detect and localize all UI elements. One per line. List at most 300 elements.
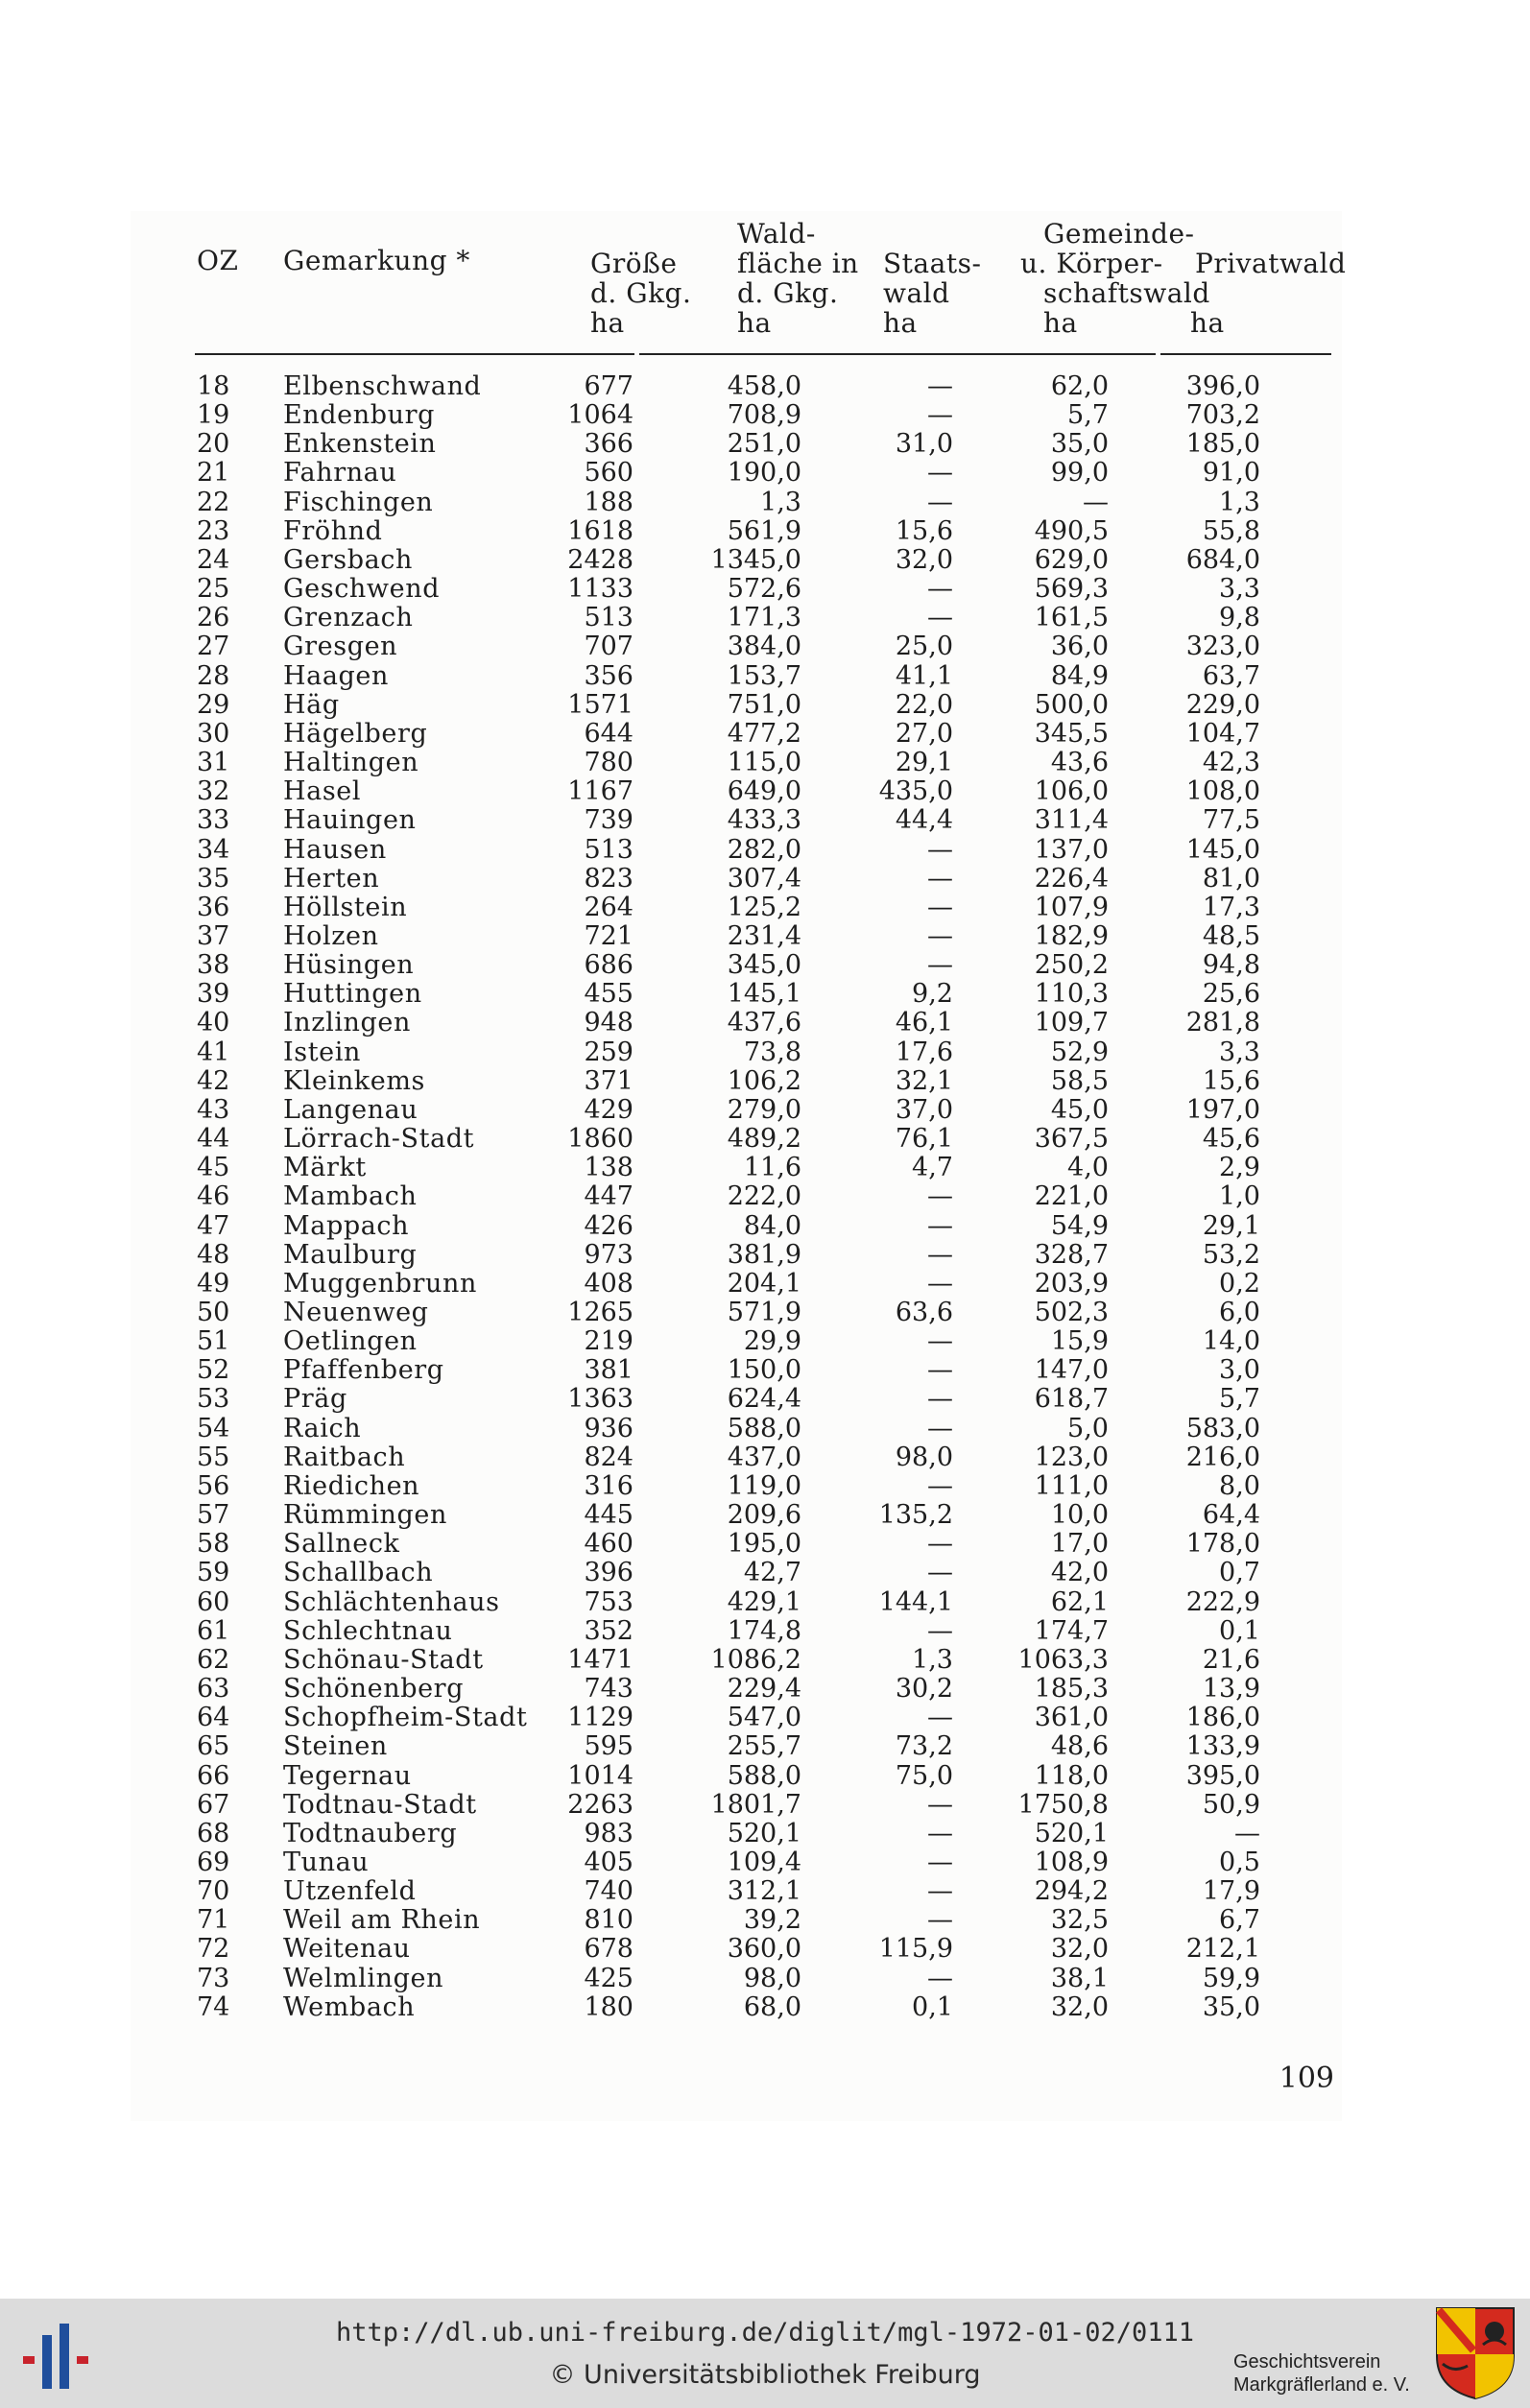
row-oz: 26 (197, 603, 230, 633)
row-staatswald: — (927, 1615, 953, 1646)
row-oz: 53 (197, 1384, 230, 1415)
row-oz: 45 (197, 1153, 230, 1183)
row-privatwald: 229,0 (1185, 689, 1260, 720)
row-waldflaeche: 204,1 (727, 1268, 801, 1299)
row-gemeindewald: 361,0 (1034, 1703, 1109, 1733)
row-waldflaeche: 251,0 (727, 429, 801, 460)
row-staatswald: 98,0 (895, 1442, 953, 1472)
table-row (0, 1501, 1530, 1530)
row-staatswald: 27,0 (895, 718, 953, 749)
row-oz: 19 (197, 400, 230, 431)
row-oz: 59 (197, 1558, 230, 1588)
row-waldflaeche: 229,4 (727, 1674, 801, 1705)
row-groesse: 180 (584, 1991, 634, 2022)
row-privatwald: 35,0 (1202, 1991, 1260, 2022)
header-wald-1: Wald- (737, 218, 816, 250)
row-staatswald: — (927, 1384, 953, 1415)
row-gemarkung: Haltingen (283, 748, 419, 778)
row-privatwald: 104,7 (1185, 718, 1260, 749)
row-staatswald: — (927, 892, 953, 922)
row-oz: 37 (197, 920, 230, 951)
row-gemeindewald: 43,6 (1050, 748, 1109, 778)
row-gemeindewald: 58,5 (1050, 1065, 1109, 1096)
footer-bar (0, 2299, 1530, 2408)
row-oz: 43 (197, 1094, 230, 1125)
row-groesse: 1618 (567, 515, 634, 546)
row-privatwald: 55,8 (1202, 515, 1260, 546)
row-waldflaeche: 109,4 (727, 1847, 801, 1877)
row-gemarkung: Schallbach (283, 1558, 434, 1588)
row-oz: 42 (197, 1065, 230, 1096)
row-staatswald: 32,1 (895, 1065, 953, 1096)
row-oz: 63 (197, 1674, 230, 1705)
table-row (0, 1848, 1530, 1877)
row-privatwald: 81,0 (1202, 863, 1260, 894)
row-waldflaeche: 520,1 (727, 1818, 801, 1848)
row-gemeindewald: 35,0 (1050, 429, 1109, 460)
row-oz: 38 (197, 950, 230, 981)
row-groesse: 408 (584, 1268, 634, 1299)
row-waldflaeche: 708,9 (727, 400, 801, 431)
row-staatswald: 46,1 (895, 1008, 953, 1038)
row-groesse: 371 (584, 1065, 634, 1096)
row-staatswald: — (927, 487, 953, 517)
row-oz: 30 (197, 718, 230, 749)
row-oz: 48 (197, 1239, 230, 1270)
row-staatswald: — (927, 1413, 953, 1443)
row-gemarkung: Mambach (283, 1181, 418, 1212)
row-waldflaeche: 115,0 (727, 748, 801, 778)
row-waldflaeche: 11,6 (743, 1153, 801, 1183)
row-waldflaeche: 84,0 (743, 1210, 801, 1241)
table-row (0, 1791, 1530, 1820)
row-staatswald: — (927, 1268, 953, 1299)
row-gemeindewald: 4,0 (1067, 1153, 1109, 1183)
row-gemarkung: Hauingen (283, 805, 417, 836)
row-waldflaeche: 433,3 (727, 805, 801, 836)
table-row (0, 922, 1530, 951)
header-staat-2: wald (883, 277, 950, 309)
row-privatwald: 281,8 (1185, 1008, 1260, 1038)
row-waldflaeche: 68,0 (743, 1991, 801, 2022)
row-groesse: 810 (584, 1905, 634, 1936)
row-groesse: 429 (584, 1094, 634, 1125)
row-privatwald: 222,9 (1185, 1586, 1260, 1617)
row-gemarkung: Weitenau (283, 1934, 411, 1965)
row-groesse: 316 (584, 1470, 634, 1501)
header-groesse-1: Größe (590, 248, 678, 279)
table-row (0, 1241, 1530, 1270)
row-gemeindewald: 62,1 (1050, 1586, 1109, 1617)
row-staatswald: 144,1 (878, 1586, 953, 1617)
row-gemarkung: Oetlingen (283, 1326, 418, 1357)
row-privatwald: 17,3 (1202, 892, 1260, 922)
table-row (0, 632, 1530, 661)
row-groesse: 513 (584, 603, 634, 633)
row-oz: 68 (197, 1818, 230, 1848)
row-groesse: 1064 (567, 400, 634, 431)
row-staatswald: 63,6 (895, 1298, 953, 1327)
row-staatswald: — (927, 1326, 953, 1357)
row-groesse: 1860 (567, 1124, 634, 1155)
row-gemarkung: Todtnauberg (283, 1818, 458, 1848)
row-gemarkung: Lörrach-Stadt (283, 1124, 475, 1155)
table-row (0, 1154, 1530, 1182)
row-gemarkung: Holzen (283, 920, 379, 951)
row-gemarkung: Kleinkems (283, 1065, 426, 1096)
row-groesse: 595 (584, 1731, 634, 1762)
row-gemeindewald: 123,0 (1034, 1442, 1109, 1472)
row-gemarkung: Riedichen (283, 1470, 420, 1501)
row-privatwald: 77,5 (1202, 805, 1260, 836)
row-gemarkung: Muggenbrunn (283, 1268, 477, 1299)
row-waldflaeche: 195,0 (727, 1529, 801, 1560)
row-gemeindewald: — (1083, 487, 1109, 517)
row-gemeindewald: 109,7 (1034, 1008, 1109, 1038)
table-row (0, 806, 1530, 835)
row-waldflaeche: 437,6 (727, 1008, 801, 1038)
row-oz: 18 (197, 371, 230, 401)
row-groesse: 1014 (567, 1760, 634, 1791)
row-gemeindewald: 54,9 (1050, 1210, 1109, 1241)
table-row (0, 1067, 1530, 1096)
row-staatswald: — (927, 1818, 953, 1848)
row-oz: 49 (197, 1268, 230, 1299)
table-row (0, 1935, 1530, 1964)
row-oz: 74 (197, 1991, 230, 2022)
row-groesse: 513 (584, 834, 634, 865)
row-oz: 23 (197, 515, 230, 546)
row-privatwald: 396,0 (1185, 371, 1260, 401)
row-waldflaeche: 29,9 (743, 1326, 801, 1357)
row-gemeindewald: 48,6 (1050, 1731, 1109, 1762)
row-oz: 36 (197, 892, 230, 922)
table-row (0, 1182, 1530, 1211)
coat-of-arms-icon (1435, 2306, 1516, 2400)
row-gemarkung: Haagen (283, 660, 389, 691)
row-waldflaeche: 477,2 (727, 718, 801, 749)
row-oz: 24 (197, 544, 230, 575)
table-row (0, 1906, 1530, 1935)
row-oz: 41 (197, 1037, 230, 1067)
row-gemeindewald: 15,9 (1050, 1326, 1109, 1357)
row-groesse: 824 (584, 1442, 634, 1472)
row-gemarkung: Gresgen (283, 632, 398, 662)
row-staatswald: — (927, 1905, 953, 1936)
header-priv-2: ha (1190, 307, 1225, 339)
row-waldflaeche: 282,0 (727, 834, 801, 865)
header-priv-1: Privatwald (1195, 248, 1347, 279)
row-groesse: 366 (584, 429, 634, 460)
row-gemarkung: Maulburg (283, 1239, 418, 1270)
row-gemeindewald: 42,0 (1050, 1558, 1109, 1588)
row-groesse: 352 (584, 1615, 634, 1646)
row-waldflaeche: 307,4 (727, 863, 801, 894)
row-gemeindewald: 111,0 (1034, 1470, 1109, 1501)
row-oz: 56 (197, 1470, 230, 1501)
row-oz: 39 (197, 979, 230, 1010)
row-oz: 67 (197, 1789, 230, 1820)
row-staatswald: — (927, 920, 953, 951)
table-row (0, 1588, 1530, 1617)
table-row (0, 517, 1530, 546)
row-gemarkung: Häg (283, 689, 340, 720)
row-gemarkung: Sallneck (283, 1529, 400, 1560)
row-oz: 29 (197, 689, 230, 720)
row-waldflaeche: 437,0 (727, 1442, 801, 1472)
row-gemeindewald: 118,0 (1034, 1760, 1109, 1791)
row-groesse: 138 (584, 1153, 634, 1183)
table-row (0, 1356, 1530, 1385)
row-groesse: 1363 (567, 1384, 634, 1415)
row-groesse: 2263 (567, 1789, 634, 1820)
row-gemeindewald: 520,1 (1034, 1818, 1109, 1848)
row-gemeindewald: 110,3 (1034, 979, 1109, 1010)
row-gemeindewald: 36,0 (1050, 632, 1109, 662)
row-oz: 46 (197, 1181, 230, 1212)
row-privatwald: 0,7 (1219, 1558, 1260, 1588)
row-groesse: 1133 (567, 574, 634, 605)
row-groesse: 445 (584, 1500, 634, 1531)
header-staat-3: ha (883, 307, 918, 339)
row-staatswald: — (927, 1529, 953, 1560)
row-groesse: 219 (584, 1326, 634, 1357)
table-row (0, 1820, 1530, 1848)
row-privatwald: 42,3 (1202, 748, 1260, 778)
row-gemeindewald: 174,7 (1034, 1615, 1109, 1646)
row-waldflaeche: 231,4 (727, 920, 801, 951)
row-gemarkung: Grenzach (283, 603, 414, 633)
row-waldflaeche: 571,9 (727, 1298, 801, 1327)
row-staatswald: — (927, 574, 953, 605)
row-gemarkung: Rümmingen (283, 1500, 447, 1531)
row-gemarkung: Präg (283, 1384, 347, 1415)
row-gemarkung: Inzlingen (283, 1008, 411, 1038)
row-waldflaeche: 1,3 (760, 487, 801, 517)
row-oz: 44 (197, 1124, 230, 1155)
row-waldflaeche: 73,8 (743, 1037, 801, 1067)
row-waldflaeche: 649,0 (727, 776, 801, 807)
row-gemeindewald: 185,3 (1034, 1674, 1109, 1705)
row-gemarkung: Welmlingen (283, 1963, 444, 1993)
row-privatwald: 703,2 (1185, 400, 1260, 431)
row-privatwald: 15,6 (1202, 1065, 1260, 1096)
row-waldflaeche: 312,1 (727, 1876, 801, 1907)
row-oz: 35 (197, 863, 230, 894)
row-groesse: 356 (584, 660, 634, 691)
row-gemarkung: Gersbach (283, 544, 414, 575)
row-gemarkung: Weil am Rhein (283, 1905, 481, 1936)
row-groesse: 259 (584, 1037, 634, 1067)
row-gemeindewald: 328,7 (1034, 1239, 1109, 1270)
row-privatwald: 14,0 (1202, 1326, 1260, 1357)
row-waldflaeche: 561,9 (727, 515, 801, 546)
row-gemarkung: Herten (283, 863, 380, 894)
footer-url-link[interactable]: http://dl.ub.uni-freiburg.de/diglit/mgl-1972-01-02/0111 (335, 2318, 1195, 2348)
table-row (0, 1327, 1530, 1356)
row-oz: 57 (197, 1500, 230, 1531)
table-row (0, 777, 1530, 806)
row-privatwald: 9,8 (1219, 603, 1260, 633)
row-groesse: 823 (584, 863, 634, 894)
header-groesse-3: ha (590, 307, 625, 339)
row-groesse: 188 (584, 487, 634, 517)
row-groesse: 1471 (567, 1644, 634, 1675)
row-waldflaeche: 489,2 (727, 1124, 801, 1155)
row-staatswald: 0,1 (912, 1991, 953, 2022)
table-row (0, 1299, 1530, 1327)
row-gemarkung: Hausen (283, 834, 387, 865)
header-gem-2: u. Körper- (1020, 248, 1163, 279)
table-row (0, 1096, 1530, 1125)
row-staatswald: 435,0 (878, 776, 953, 807)
table-row (0, 1530, 1530, 1559)
row-gemarkung: Fahrnau (283, 458, 397, 489)
row-waldflaeche: 345,0 (727, 950, 801, 981)
table-row (0, 1732, 1530, 1761)
row-privatwald: 186,0 (1185, 1703, 1260, 1733)
row-waldflaeche: 1345,0 (710, 544, 801, 575)
row-oz: 47 (197, 1210, 230, 1241)
row-gemarkung: Elbenschwand (283, 371, 482, 401)
row-privatwald: 108,0 (1185, 776, 1260, 807)
table-row (0, 1212, 1530, 1241)
table-row (0, 1762, 1530, 1791)
page-number: 109 (1279, 2062, 1334, 2095)
row-groesse: 644 (584, 718, 634, 749)
table-row (0, 1646, 1530, 1675)
row-groesse: 721 (584, 920, 634, 951)
row-staatswald: 135,2 (878, 1500, 953, 1531)
row-staatswald: 76,1 (895, 1124, 953, 1155)
header-rule-3 (1160, 353, 1331, 355)
row-staatswald: — (927, 1876, 953, 1907)
row-privatwald: 13,9 (1202, 1674, 1260, 1705)
row-staatswald: 29,1 (895, 748, 953, 778)
row-waldflaeche: 751,0 (727, 689, 801, 720)
row-waldflaeche: 39,2 (743, 1905, 801, 1936)
row-gemarkung: Raitbach (283, 1442, 406, 1472)
row-waldflaeche: 429,1 (727, 1586, 801, 1617)
row-waldflaeche: 150,0 (727, 1355, 801, 1386)
row-oz: 25 (197, 574, 230, 605)
row-oz: 50 (197, 1298, 230, 1327)
row-oz: 33 (197, 805, 230, 836)
row-waldflaeche: 360,0 (727, 1934, 801, 1965)
row-waldflaeche: 588,0 (727, 1760, 801, 1791)
row-oz: 40 (197, 1008, 230, 1038)
table-row (0, 980, 1530, 1009)
header-wald-3: d. Gkg. (737, 277, 839, 309)
table-row (0, 720, 1530, 749)
row-groesse: 739 (584, 805, 634, 836)
row-gemeindewald: 182,9 (1034, 920, 1109, 951)
row-groesse: 677 (584, 371, 634, 401)
row-waldflaeche: 209,6 (727, 1500, 801, 1531)
row-gemarkung: Raich (283, 1413, 362, 1443)
row-gemeindewald: 99,0 (1050, 458, 1109, 489)
row-staatswald: — (927, 1355, 953, 1386)
row-oz: 64 (197, 1703, 230, 1733)
row-gemeindewald: 250,2 (1034, 950, 1109, 981)
row-staatswald: — (927, 1181, 953, 1212)
row-gemeindewald: 311,4 (1034, 805, 1109, 836)
row-gemeindewald: 52,9 (1050, 1037, 1109, 1067)
row-gemarkung: Hasel (283, 776, 362, 807)
row-privatwald: 8,0 (1219, 1470, 1260, 1501)
row-oz: 72 (197, 1934, 230, 1965)
row-oz: 54 (197, 1413, 230, 1443)
header-gem-1: Gemeinde- (1043, 218, 1195, 250)
row-privatwald: 0,1 (1219, 1615, 1260, 1646)
table-row (0, 401, 1530, 430)
table-row (0, 1675, 1530, 1704)
row-staatswald: — (927, 1470, 953, 1501)
table-row (0, 575, 1530, 604)
header-rule-2 (639, 353, 1156, 355)
row-gemeindewald: 17,0 (1050, 1529, 1109, 1560)
row-privatwald: 53,2 (1202, 1239, 1260, 1270)
row-groesse: 447 (584, 1181, 634, 1212)
row-staatswald: — (927, 1210, 953, 1241)
row-staatswald: 44,4 (895, 805, 953, 836)
row-privatwald: 216,0 (1185, 1442, 1260, 1472)
table-row (0, 691, 1530, 720)
row-privatwald: 64,4 (1202, 1500, 1260, 1531)
forest-table-body (0, 372, 1530, 2022)
row-privatwald: 94,8 (1202, 950, 1260, 981)
header-gemarkung: Gemarkung * (283, 245, 470, 276)
row-groesse: 707 (584, 632, 634, 662)
table-row (0, 1385, 1530, 1414)
row-gemarkung: Schönau-Stadt (283, 1644, 484, 1675)
row-waldflaeche: 588,0 (727, 1413, 801, 1443)
row-gemeindewald: 32,0 (1050, 1991, 1109, 2022)
row-groesse: 1265 (567, 1298, 634, 1327)
row-privatwald: 684,0 (1185, 544, 1260, 575)
row-oz: 66 (197, 1760, 230, 1791)
table-row (0, 836, 1530, 865)
row-waldflaeche: 190,0 (727, 458, 801, 489)
row-gemeindewald: 32,5 (1050, 1905, 1109, 1936)
row-staatswald: — (927, 834, 953, 865)
table-row (0, 372, 1530, 401)
row-gemarkung: Huttingen (283, 979, 422, 1010)
row-groesse: 2428 (567, 544, 634, 575)
row-privatwald: 3,3 (1219, 1037, 1260, 1067)
row-staatswald: — (927, 863, 953, 894)
row-gemarkung: Märkt (283, 1153, 367, 1183)
row-gemarkung: Geschwend (283, 574, 441, 605)
row-staatswald: — (927, 1963, 953, 1993)
table-row (0, 1125, 1530, 1154)
row-privatwald: 63,7 (1202, 660, 1260, 691)
row-oz: 52 (197, 1355, 230, 1386)
row-staatswald: — (927, 1703, 953, 1733)
row-privatwald: 185,0 (1185, 429, 1260, 460)
row-gemeindewald: 203,9 (1034, 1268, 1109, 1299)
row-staatswald: 32,0 (895, 544, 953, 575)
row-groesse: 780 (584, 748, 634, 778)
row-gemarkung: Pfaffenberg (283, 1355, 444, 1386)
row-oz: 70 (197, 1876, 230, 1907)
row-waldflaeche: 125,2 (727, 892, 801, 922)
table-row (0, 489, 1530, 517)
row-staatswald: — (927, 371, 953, 401)
row-staatswald: 73,2 (895, 1731, 953, 1762)
row-groesse: 405 (584, 1847, 634, 1877)
row-gemeindewald: 502,3 (1034, 1298, 1109, 1327)
